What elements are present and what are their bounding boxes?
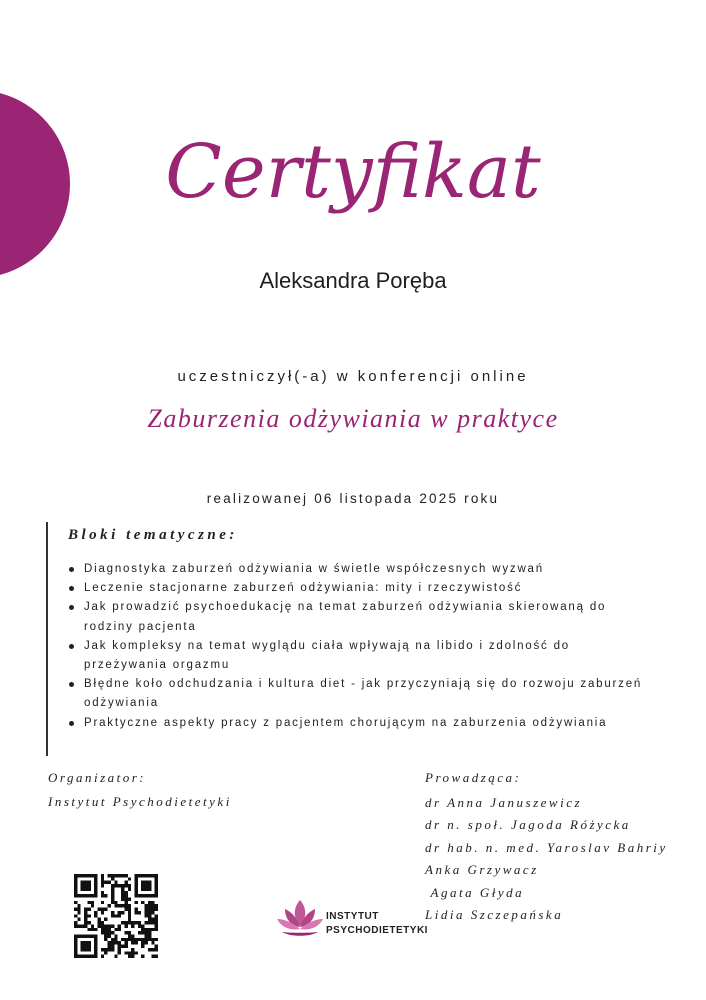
topic-blocks bbox=[46, 522, 646, 756]
topic-item: Leczenie stacjonarne zaburzeń odżywiania: mity i rzeczywistość bbox=[68, 579, 646, 598]
topic-item: Diagnostyka zaburzeń odżywiania w świetle współczesnych wyzwań bbox=[68, 560, 646, 579]
recipient-name: Aleksandra Poręba bbox=[259, 268, 447, 293]
leader-name: dr n. społ. Jagoda Różycka bbox=[425, 817, 631, 833]
qr-code-icon[interactable] bbox=[74, 874, 158, 958]
certificate-title: Certyfikat bbox=[165, 129, 541, 215]
organizer-label: Organizator: bbox=[48, 770, 147, 785]
topic-list bbox=[68, 560, 646, 733]
blocks-heading: Bloki tematyczne: bbox=[68, 527, 238, 543]
leader-name: dr Anna Januszewicz bbox=[425, 795, 583, 810]
logo-text-line1: INSTYTUT bbox=[326, 911, 379, 922]
leaders-label: Prowadząca: bbox=[425, 770, 522, 785]
leader-name: Anka Grzywacz bbox=[425, 862, 539, 878]
date-line: realizowanej 06 listopada 2025 roku bbox=[206, 491, 500, 506]
leaders-list bbox=[425, 792, 695, 926]
conference-title: Zaburzenia odżywiania w praktyce bbox=[147, 404, 559, 433]
lotus-icon bbox=[276, 896, 324, 942]
logo-text-line2: PSYCHODIETETYKI bbox=[326, 925, 428, 936]
participation-text: uczestniczył(-a) w konferencji online bbox=[177, 368, 529, 385]
leader-name: dr hab. n. med. Yaroslav Bahriy bbox=[425, 839, 668, 855]
leader-name: Lidia Szczepańska bbox=[425, 907, 564, 923]
organizer-name: Instytut Psychodietetyki bbox=[48, 794, 232, 809]
topic-item: Błędne koło odchudzania i kultura diet - jak przyczyniają się do rozwoju zaburzeń odżywiania bbox=[68, 675, 646, 713]
leader-name: Agata Głyda bbox=[425, 884, 525, 900]
topic-item: Praktyczne aspekty pracy z pacjentem chorującym na zaburzenia odżywiania bbox=[68, 714, 646, 733]
institute-logo bbox=[276, 896, 436, 942]
topic-item: Jak prowadzić psychoedukację na temat zaburzeń odżywiania skierowaną do rodziny pacjenta bbox=[68, 598, 646, 636]
topic-item: Jak kompleksy na temat wyglądu ciała wpływają na libido i zdolność do przeżywania orgazmu bbox=[68, 637, 646, 675]
